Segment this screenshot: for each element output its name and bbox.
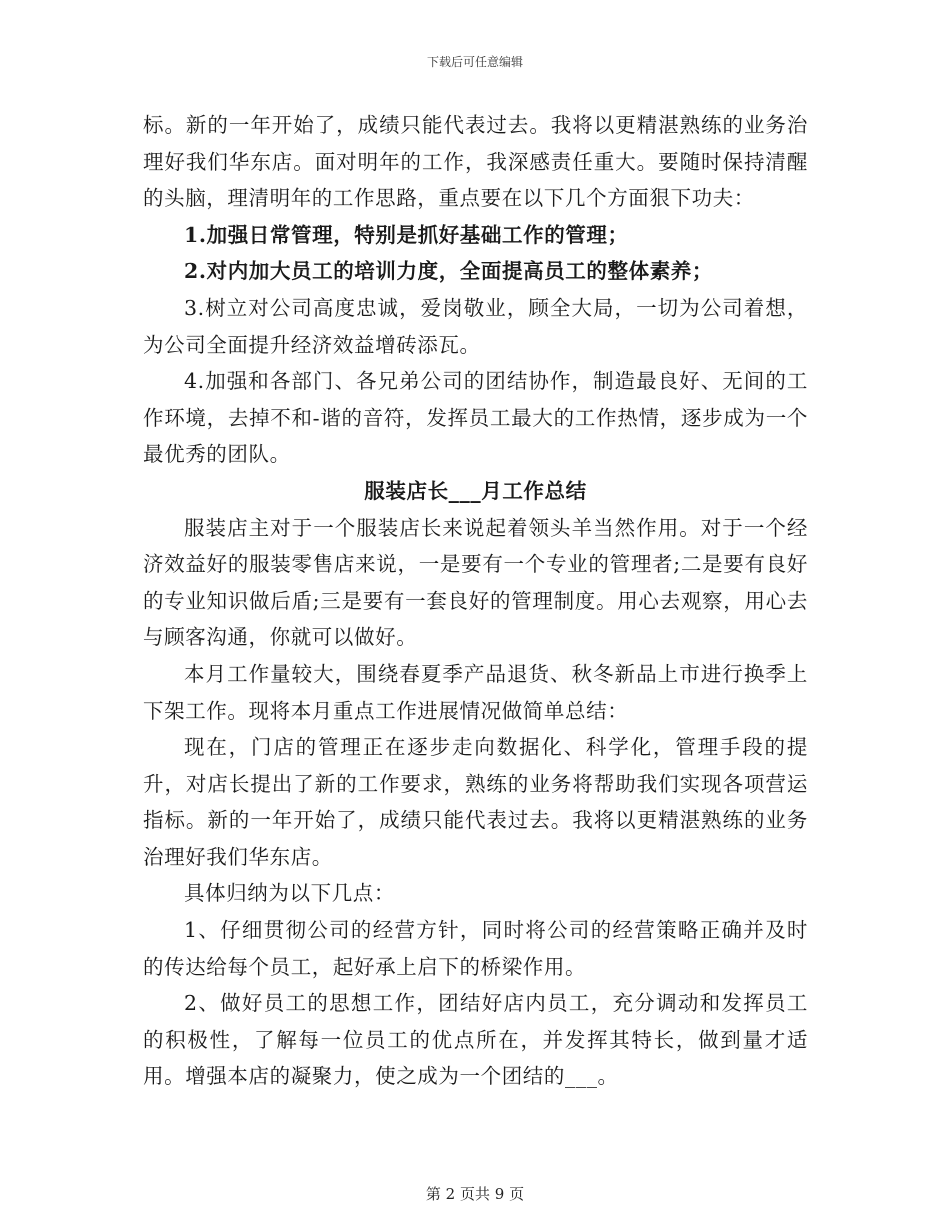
paragraph-intro: 服装店主对于一个服装店长来说起着领头羊当然作用。对于一个经济效益好的服装零售店来说，一是要有一个专业的管理者;二是要有良好的专业知识做后盾;三是要有一套良好的管理制度。用心去观察，用心去与顾客沟通，你就可以做好。	[143, 515, 808, 650]
page-header: 下载后可任意编辑	[426, 55, 523, 69]
paragraph-management: 现在，门店的管理正在逐步走向数据化、科学化，管理手段的提升，对店长提出了新的工作要求，熟练的业务将帮助我们实现各项营运指标。新的一年开始了，成绩只能代表过去。我将以更精湛熟练的业务治理好我们华东店。	[143, 735, 808, 869]
list-item-3: 3.树立对公司高度忠诚，爱岗敬业，顾全大局，一切为公司着想，为公司全面提升经济效益增砖添瓦。	[143, 295, 808, 357]
summary-point-2: 2、做好员工的思想工作，团结好店内员工，充分调动和发挥员工的积极性，了解每一位员工的优点所在，并发挥其特长，做到量才适用。增强本店的凝聚力，使之成为一个团结的___。	[143, 991, 808, 1089]
list-item-4: 4.加强和各部门、各兄弟公司的团结协作，制造最良好、无间的工作环境，去掉不和-谐的音符，发挥员工最大的工作热情，逐步成为一个最优秀的团队。	[143, 369, 808, 467]
summary-point-1: 1、仔细贯彻公司的经营方针，同时将公司的经营策略正确并及时的传达给每个员工，起好承上启下的桥梁作用。	[143, 918, 808, 979]
paragraph-continued: 标。新的一年开始了，成绩只能代表过去。我将以更精湛熟练的业务治理好我们华东店。面对明年的工作，我深感责任重大。要随时保持清醒的头脑，理清明年的工作思路，重点要在以下几个方面狠下功夫：	[143, 113, 808, 211]
paragraph-workload: 本月工作量较大，围绕春夏季产品退货、秋冬新品上市进行换季上下架工作。现将本月重点工作进展情况做简单总结：	[143, 661, 808, 723]
page-footer: 第 2 页共 9 页	[425, 1185, 525, 1203]
list-item-bold-2: 2.对内加大员工的培训力度，全面提高员工的整体素养；	[184, 259, 713, 284]
paragraph-summary-lead: 具体归纳为以下几点：	[184, 881, 395, 906]
document-body	[143, 107, 808, 1095]
section-title: 服装店长___月工作总结	[364, 478, 587, 503]
list-item-bold-1: 1.加强日常管理，特别是抓好基础工作的管理；	[184, 222, 629, 247]
